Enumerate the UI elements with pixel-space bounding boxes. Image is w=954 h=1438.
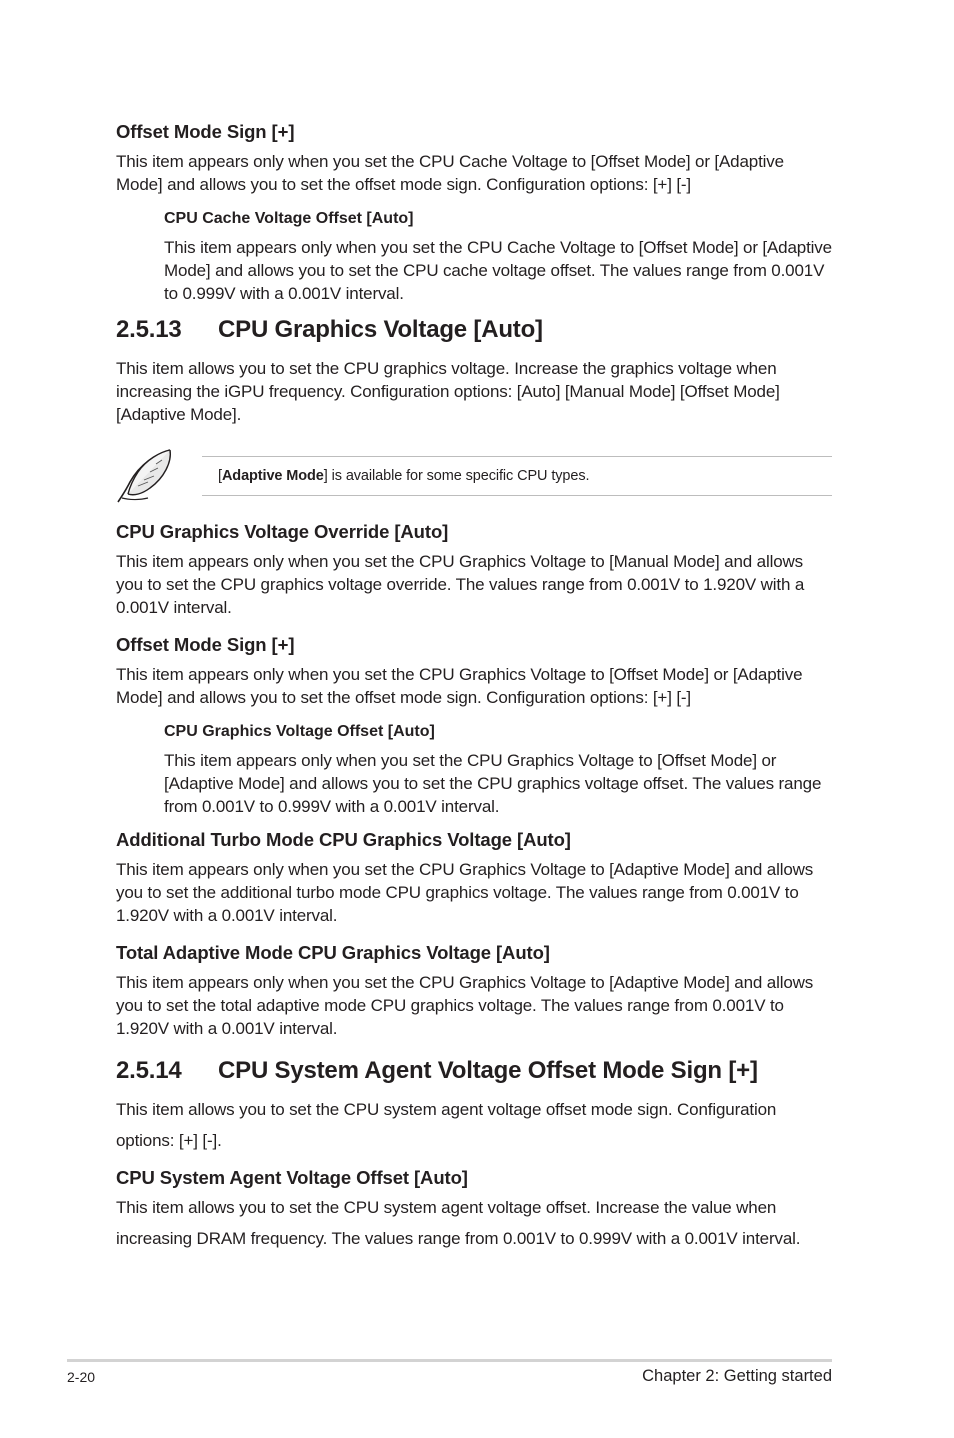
section-2513-title [116,315,832,345]
graphics-voltage-override-heading: CPU Graphics Voltage Override [Auto] [116,521,449,542]
cache-voltage-offset-heading: CPU Cache Voltage Offset [Auto] [164,210,414,227]
note-bold-term: Adaptive Mode [221,468,324,484]
total-adaptive-voltage-body: This item appears only when you set the CPU Graphics Voltage to [Adaptive Mode] and allows you to set the total adaptive mode CPU graphics voltage. The values range from 0.001V to 1.920V with a 0.001V interval. [116,973,814,1038]
section-2513-body: This item allows you to set the CPU graphics voltage. Increase the graphics voltage when increasing the iGPU frequency. Configuration options: [Auto] [Manual Mode] [Offset Mode] [Adaptive Mode]. [116,359,780,424]
turbo-mode-voltage-body: This item appears only when you set the CPU Graphics Voltage to [Adaptive Mode] and allows you to set the additional turbo mode CPU graphics voltage. The values range from 0.001V to 1.920V with a 0.001V interval. [116,860,814,925]
offset-mode-sign-heading: Offset Mode Sign [+] [116,121,295,142]
note-text [202,456,832,496]
section-number: 2.5.13 [116,316,182,343]
offset-mode-sign-body: This item appears only when you set the CPU Cache Voltage to [Offset Mode] or [Adaptive Mode] and allows you to set the offset mode sign. Configuration options: [+] [-] [116,152,784,194]
feather-quill-icon [116,448,174,504]
system-agent-offset-body: This item allows you to set the CPU system agent voltage offset. Increase the value when increasing DRAM frequency. The values range from 0.001V to 0.999V with a 0.001V interval. [116,1198,801,1248]
note-bracket: [ [218,468,222,484]
note-box [116,448,832,504]
footer-divider [67,1359,832,1362]
page-content [116,120,832,1254]
chapter-label: Chapter 2: Getting started [642,1367,832,1385]
graphics-voltage-offset-heading: CPU Graphics Voltage Offset [Auto] [164,723,435,740]
section-2514-title [116,1056,832,1086]
graphics-voltage-offset-body: This item appears only when you set the CPU Graphics Voltage to [Offset Mode] or [Adaptive Mode] and allows you to set the CPU graphics voltage offset. The values range from 0.001V to 0.999V with a 0.001V interval. [164,751,822,816]
cache-voltage-offset-body: This item appears only when you set the CPU Cache Voltage to [Offset Mode] or [Adaptive Mode] and allows you to set the CPU cache voltage offset. The values range from 0.001V to 0.999V with a 0.001V interval. [164,238,832,303]
section-2514-body: This item allows you to set the CPU system agent voltage offset mode sign. Configuration options: [+] [-]. [116,1100,777,1150]
turbo-mode-voltage-heading: Additional Turbo Mode CPU Graphics Voltage [Auto] [116,829,571,850]
section-title: CPU System Agent Voltage Offset Mode Sign [+] [218,1057,758,1084]
offset-mode-sign-2-body: This item appears only when you set the CPU Graphics Voltage to [Offset Mode] or [Adaptive Mode] and allows you to set the offset mode sign. Configuration options: [+] [-] [116,665,803,707]
system-agent-offset-heading: CPU System Agent Voltage Offset [Auto] [116,1167,468,1188]
total-adaptive-voltage-heading: Total Adaptive Mode CPU Graphics Voltage [Auto] [116,942,550,963]
section-title: CPU Graphics Voltage [Auto] [218,316,543,343]
offset-mode-sign-2-heading: Offset Mode Sign [+] [116,634,295,655]
page-number: 2-20 [67,1369,96,1385]
note-rest: ] is available for some specific CPU types. [323,468,590,484]
graphics-voltage-override-body: This item appears only when you set the CPU Graphics Voltage to [Manual Mode] and allows you to set the CPU graphics voltage override. The values range from 0.001V to 1.920V with a 0.001V interval. [116,552,805,617]
section-number: 2.5.14 [116,1057,182,1084]
